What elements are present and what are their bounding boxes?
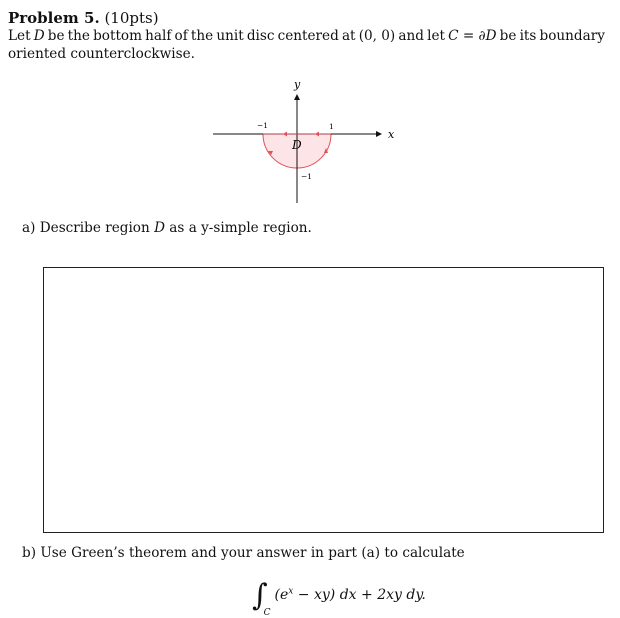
word-origin: (0, 0) xyxy=(358,28,396,44)
word: boundary xyxy=(539,28,605,44)
word: disc xyxy=(246,28,275,44)
tick-label-left: −1 xyxy=(257,121,269,130)
x-axis-label: x xyxy=(388,128,395,141)
word: let xyxy=(427,28,445,44)
part-a xyxy=(22,220,312,236)
integral-sign: ∫ xyxy=(252,578,268,613)
line-integral xyxy=(252,572,426,618)
word: its xyxy=(519,28,537,44)
word: be xyxy=(47,28,65,44)
word: and xyxy=(398,28,424,44)
integrand-exponent: x xyxy=(288,586,294,597)
word: of xyxy=(174,28,188,44)
word: Let xyxy=(8,28,31,44)
problem-heading: Problem 5. xyxy=(8,9,100,27)
word-var-d: D xyxy=(33,28,45,44)
word: the xyxy=(190,28,214,44)
region-d-label: D xyxy=(292,138,302,152)
part-a-text-before: Describe region xyxy=(39,220,150,236)
word-boundary-def: C = ∂D xyxy=(448,28,497,44)
integrand-rest: − xy) dx + 2xy dy. xyxy=(293,587,426,603)
part-a-var: D xyxy=(154,220,165,236)
word: at xyxy=(341,28,356,44)
word: unit xyxy=(216,28,244,44)
part-b-text: Use Green’s theorem and your answer in part (a) to calculate xyxy=(40,545,465,561)
word: bottom xyxy=(93,28,142,44)
word: half xyxy=(145,28,172,44)
problem-points: (10pts) xyxy=(104,9,159,27)
word: the xyxy=(67,28,90,44)
part-a-text-after: as a y-simple region. xyxy=(169,220,312,236)
tick-label-bottom: −1 xyxy=(301,172,313,181)
statement-line-1 xyxy=(8,27,605,45)
answer-box-part-a[interactable] xyxy=(43,267,604,533)
y-axis-label: y xyxy=(294,78,301,91)
word: centered xyxy=(277,28,339,44)
problem-statement xyxy=(8,27,608,63)
region-figure xyxy=(205,75,405,210)
integrand-open: (e xyxy=(274,587,289,603)
integral-subscript: C xyxy=(263,608,271,618)
part-b-label: b) xyxy=(22,545,37,561)
part-b xyxy=(22,545,465,561)
tick-label-right: 1 xyxy=(329,122,334,131)
statement-line-2: oriented counterclockwise. xyxy=(8,46,195,62)
part-a-label: a) xyxy=(22,220,36,236)
word: be xyxy=(499,28,517,44)
problem-title xyxy=(8,9,159,27)
